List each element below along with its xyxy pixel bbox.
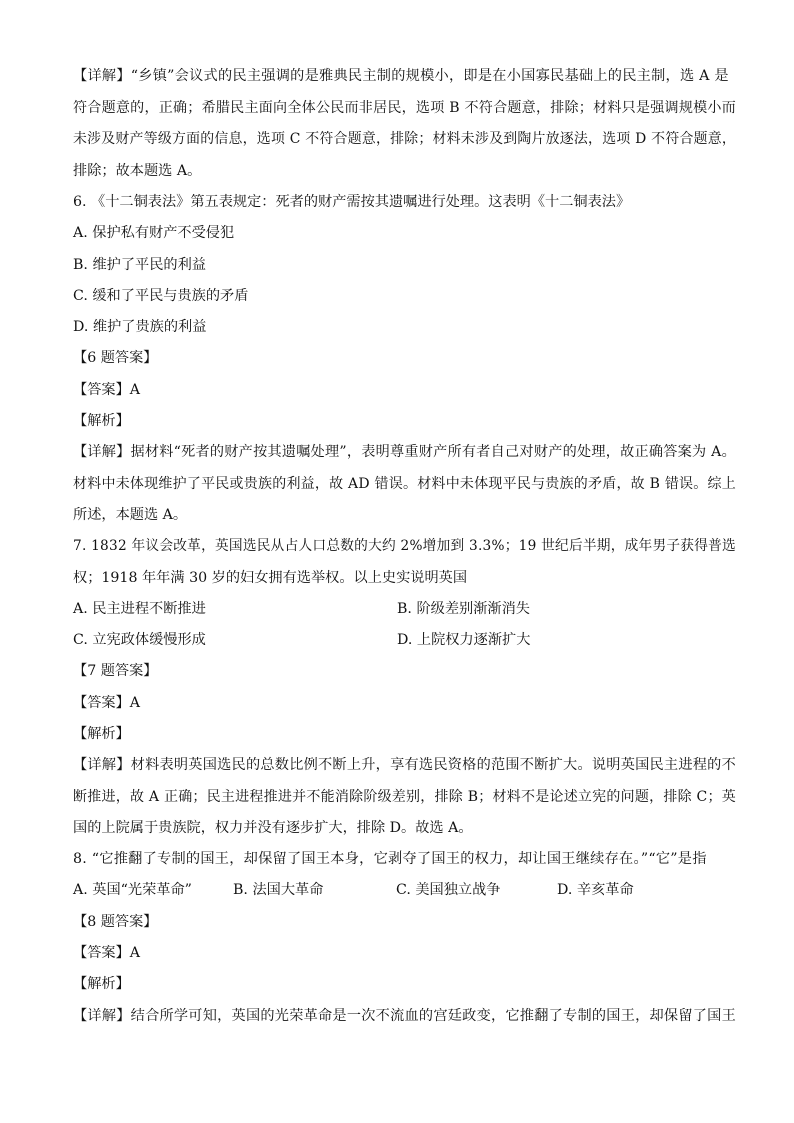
q8-option-c: C. 美国独立战争: [396, 882, 501, 898]
q5-detail-line-2: 符合题意的，正确；希腊民主面向全体公民而非居民，选项 B 不符合题意，排除；材料只是强调规模小而: [73, 100, 736, 116]
q7-option-b: B. 阶级差别渐渐消失: [397, 601, 530, 617]
q6-analysis: 【解析】: [73, 413, 130, 429]
q8-analysis: 【解析】: [73, 976, 130, 992]
q6-stem: 6. 《十二铜表法》第五表规定：死者的财产需按其遗嘱进行处理。这表明《十二铜表法》: [73, 194, 631, 210]
q6-detail-line-3: 所述，本题选 A。: [73, 507, 188, 523]
q6-option-d: D. 维护了贵族的利益: [73, 319, 207, 335]
q7-answer: 【答案】A: [73, 695, 140, 711]
q7-option-a: A. 民主进程不断推进: [73, 601, 206, 617]
q6-option-b: B. 维护了平民的利益: [73, 257, 206, 273]
q8-answer-heading: 【8 题答案】: [73, 914, 158, 930]
q7-stem-line-1: 7. 1832 年议会改革，英国选民从占人口总数的大约 2%增加到 3.3%；19 世纪后半期，成年男子获得普选: [73, 538, 736, 554]
q5-detail-line-4: 排除；故本题选 A。: [73, 163, 202, 179]
q8-stem: 8. “它推翻了专制的国王，却保留了国王本身，它剥夺了国王的权力，却让国王继续存在。”“它”是指: [73, 851, 707, 867]
q6-option-c: C. 缓和了平民与贵族的矛盾: [73, 288, 249, 304]
q8-detail-line-1: 【详解】结合所学可知，英国的光荣革命是一次不流血的宫廷政变，它推翻了专制的国王，却保留了国王: [73, 1008, 737, 1024]
q7-stem-line-2: 权；1918 年年满 30 岁的妇女拥有选举权。以上史实说明英国: [73, 570, 468, 586]
q6-option-a: A. 保护私有财产不受侵犯: [73, 225, 235, 241]
q5-detail-line-1: 【详解】“乡镇”会议式的民主强调的是雅典民主制的规模小，即是在小国寡民基础上的民主制，选 A 是: [73, 68, 729, 84]
q7-detail-line-2: 断推进，故 A 正确；民主进程推进并不能消除阶级差别，排除 B；材料不是论述立宪的问题，排除 C；英: [73, 789, 736, 805]
q7-analysis: 【解析】: [73, 726, 130, 742]
q8-option-b: B. 法国大革命: [233, 882, 324, 898]
q7-detail-line-3: 国的上院属于贵族院，权力并没有逐步扩大，排除 D。故选 A。: [73, 820, 473, 836]
q7-detail-line-1: 【详解】材料表明英国选民的总数比例不断上升，享有选民资格的范围不断扩大。说明英国民主进程的不: [73, 757, 737, 773]
q5-detail-line-3: 未涉及财产等级方面的信息，选项 C 不符合题意，排除；材料未涉及到陶片放逐法，选项 D 不符合题意，: [73, 131, 737, 147]
q8-option-a: A. 英国“光荣革命”: [73, 882, 192, 898]
q8-option-d: D. 辛亥革命: [557, 882, 634, 898]
q7-option-d: D. 上院权力逐渐扩大: [397, 632, 531, 648]
q6-answer: 【答案】A: [73, 382, 140, 398]
q6-detail-line-1: 【详解】据材料“死者的财产按其遗嘱处理”，表明尊重财产所有者自己对财产的处理，故正确答案为 A。: [73, 444, 736, 460]
q7-option-c: C. 立宪政体缓慢形成: [73, 632, 206, 648]
q7-answer-heading: 【7 题答案】: [73, 663, 158, 679]
q6-detail-line-2: 材料中未体现维护了平民或贵族的利益，故 AD 错误。材料中未体现平民与贵族的矛盾，故 B 错误。综上: [73, 476, 736, 492]
q6-answer-heading: 【6 题答案】: [73, 350, 158, 366]
q8-answer: 【答案】A: [73, 945, 140, 961]
